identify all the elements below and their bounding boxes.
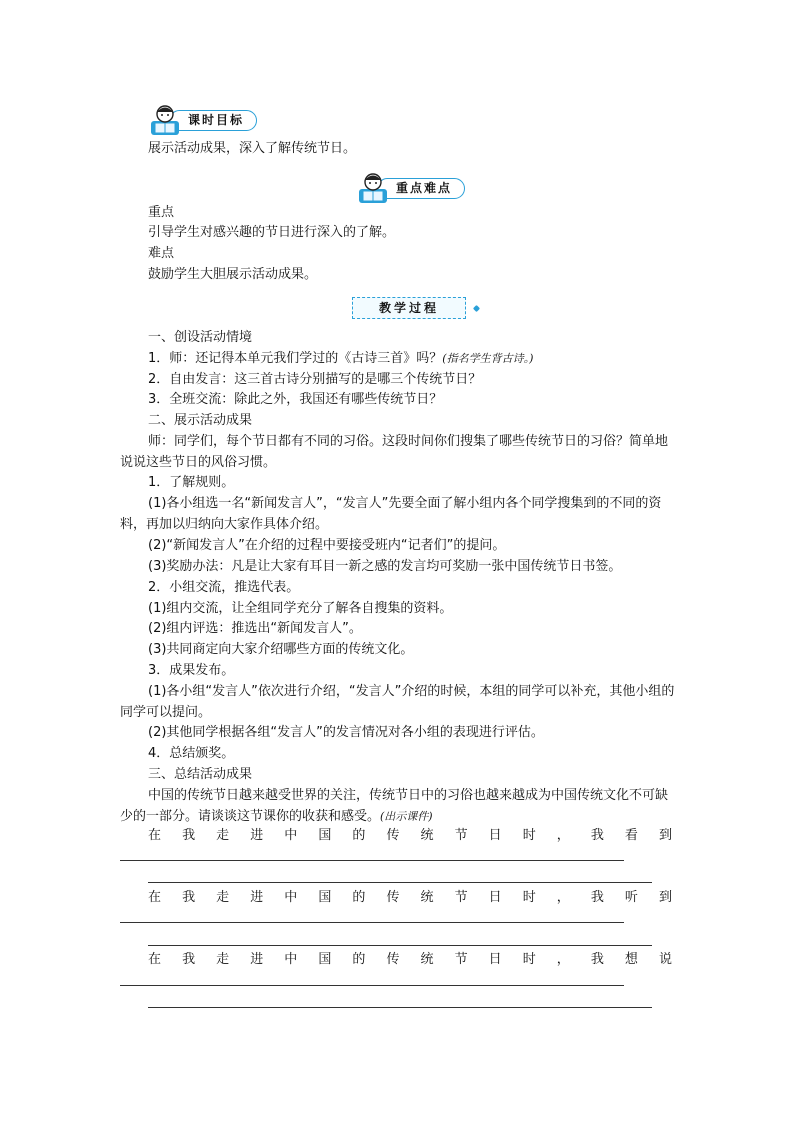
fill-row-text: 在 我 走 进 中 国 的 传 统 节 日 时 ， 我 听 到: [148, 890, 672, 905]
step3: 3．成果发布。: [148, 663, 235, 678]
objective-title: 课时目标: [169, 110, 257, 131]
student-reading-icon: [355, 171, 391, 205]
answer-line[interactable]: [148, 1007, 652, 1008]
difficulty-label: 难点: [148, 246, 175, 261]
section1-q1: [148, 348, 676, 369]
answer-line[interactable]: [120, 860, 624, 861]
section1-q3: 3．全班交流：除此之外，我国还有哪些传统节日？: [148, 392, 443, 407]
section3-body: 中国的传统节日越来越受世界的关注，传统节日中的习俗也越来越成为中国传统文化不可缺少的一部分。请谈谈这节课你的收获和感受。: [120, 788, 669, 824]
objective-header: [147, 103, 257, 137]
step2-b: (2)组内评选：推选出“新闻发言人”。: [148, 621, 362, 636]
answer-line[interactable]: [148, 945, 652, 946]
fill-row-3: [148, 950, 672, 970]
key-label: 重点: [148, 205, 175, 220]
answer-line[interactable]: [120, 985, 624, 986]
step4: 4．总结颁奖。: [148, 746, 235, 761]
section3-title: 三、总结活动成果: [148, 767, 253, 782]
section3-text: [120, 785, 676, 827]
process-header: [352, 297, 466, 319]
section1-title: 一、创设活动情境: [148, 330, 253, 345]
step1-b: (2)“新闻发言人”在介绍的过程中要接受班内“记者们”的提问。: [148, 538, 506, 553]
difficulty-text: 鼓励学生大胆展示活动成果。: [148, 267, 318, 282]
diamond-icon: [473, 305, 480, 312]
step2: 2．小组交流，推选代表。: [148, 580, 300, 595]
fill-row-2: [148, 888, 672, 908]
fill-row-text: 在 我 走 进 中 国 的 传 统 节 日 时 ， 我 看 到: [148, 828, 672, 843]
step2-c: (3)共同商定向大家介绍哪些方面的传统文化。: [148, 642, 414, 657]
step2-a: (1)组内交流，让全组同学充分了解各自搜集的资料。: [148, 601, 453, 616]
fill-row-1: [148, 826, 672, 846]
key-points-header: [355, 171, 465, 205]
process-title: 教学过程: [378, 301, 439, 315]
step3-b: (2)其他同学根据各组“发言人”的发言情况对各小组的表现进行评估。: [148, 725, 544, 740]
step3-a: (1)各小组“发言人”依次进行介绍，“发言人”介绍的时候，本组的同学可以补充，其他小组的同学可以提问。: [120, 684, 675, 720]
q1-text: 1．师：还记得本单元我们学过的《古诗三首》吗？: [148, 351, 443, 366]
student-reading-icon: [147, 103, 183, 137]
step1: 1．了解规则。: [148, 475, 235, 490]
answer-line[interactable]: [148, 882, 652, 883]
section2-title: 二、展示活动成果: [148, 413, 253, 428]
key-text: 引导学生对感兴趣的节日进行深入的了解。: [148, 225, 396, 240]
fill-row-text: 在 我 走 进 中 国 的 传 统 节 日 时 ， 我 想 说: [148, 952, 672, 967]
step1-a: (1)各小组选一名“新闻发言人”，“发言人”先要全面了解小组内各个同学搜集到的不同的资料，再加以归纳向大家作具体介绍。: [120, 496, 662, 532]
step1-c: (3)奖励办法：凡是让大家有耳目一新之感的发言均可奖励一张中国传统节日书签。: [148, 559, 622, 574]
section2-intro: 师：同学们，每个节日都有不同的习俗。这段时间你们搜集了哪些传统节日的习俗？简单地说说这些节日的风俗习惯。: [120, 434, 669, 470]
answer-line[interactable]: [120, 922, 624, 923]
section3-note: (出示课件): [380, 810, 433, 823]
section1-q2: 2．自由发言：这三首古诗分别描写的是哪三个传统节日？: [148, 372, 482, 387]
objective-text: 展示活动成果，深入了解传统节日。: [148, 141, 357, 156]
q1-note: (指名学生背古诗。): [442, 352, 534, 365]
key-points-title: 重点难点: [377, 178, 465, 199]
